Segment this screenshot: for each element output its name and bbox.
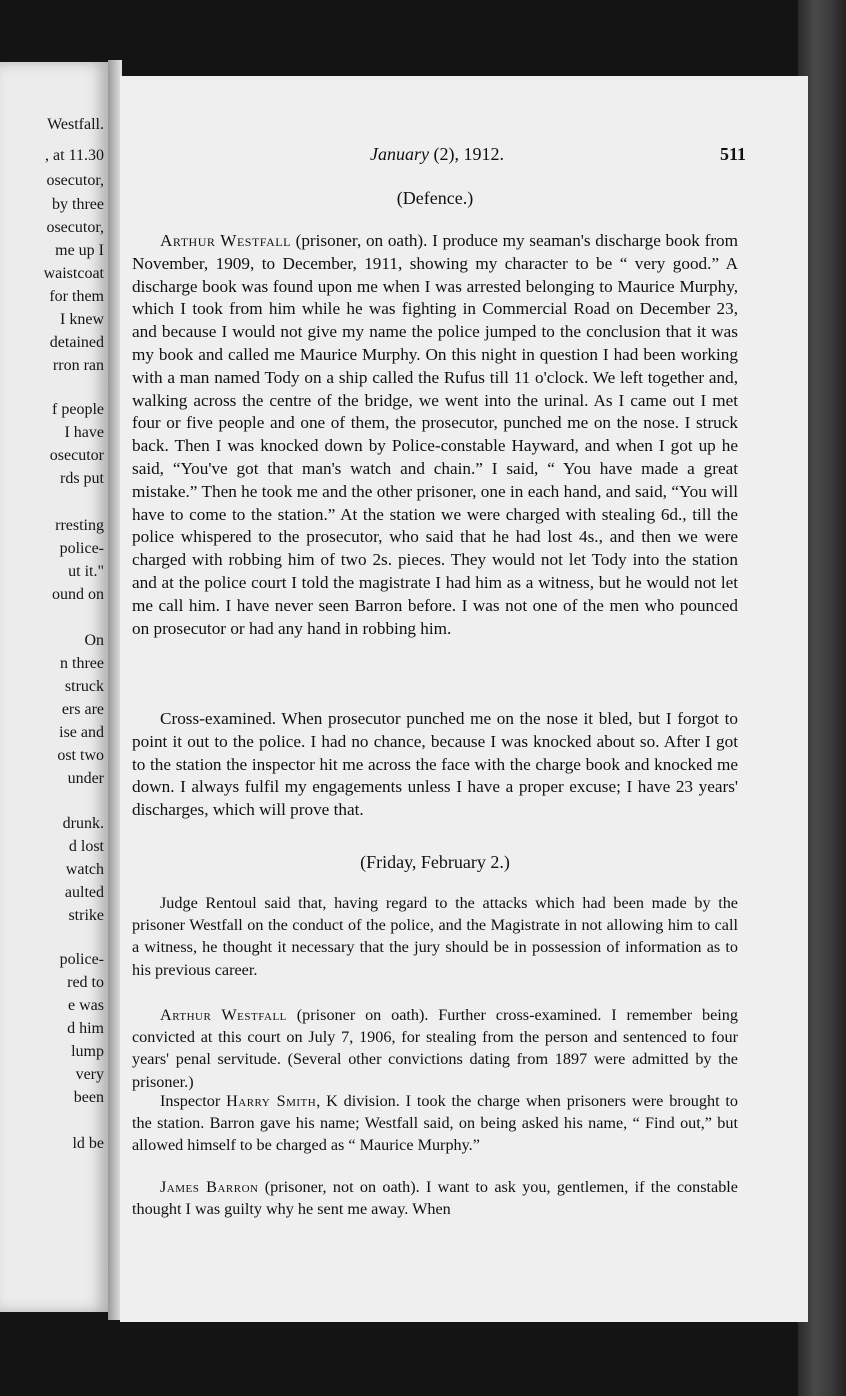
running-head-title: January (2), 1912. [370, 144, 504, 164]
left-page-line: drunk. [62, 815, 104, 832]
left-page-line: d him [67, 1020, 104, 1037]
left-page-line: strike [68, 907, 104, 924]
left-page-line: struck [64, 678, 104, 695]
left-page-line: aulted [64, 884, 104, 901]
left-page-line: osecutor, [46, 219, 104, 236]
speaker-name: James Barron [160, 1178, 259, 1196]
left-page-line: red to [67, 974, 104, 991]
left-page-line: under [67, 770, 104, 787]
left-page-line: by three [52, 196, 104, 213]
speaker-name: Arthur Westfall [160, 1006, 287, 1024]
paragraph-westfall-testimony: Arthur Westfall (prisoner, on oath). I produce my seaman's discharge book from November, 1909, to December, 1911, showing my character to be “ very good.” A discharge book was found upon me when I was arrested belonging to Maurice Murphy, which I took from him while he was fighting in Commercial Road on December 23, and because I would not give my name the police jumped to the conclusion that it was my book and called me Maurice Murphy. On this night in question I had been working with a man named Tody on a ship called the Rufus till 11 o'clock. We left together and, walking across the centre of the bridge, we went into the urinal. As I came out I met four or five people and one of them, the prosecutor, punched me on the nose. I struck back. Then I was knocked down by Police-constable Hayward, and when I got up he said, “You've got that man's watch and chain.” I said, “ You have made a great mistake.” Then he took me and the other prisoner, one in each hand, and said, “You will have to come to the station.” At the station we were charged with stealing 6d., till the police whispered to the prosecutor, who said that he had lost 4s., and then we were charged with robbing him of two 2s. pieces. They would not let Tody into the station and at the police court I told the magistrate I had him as a witness, but he would not let me call him. I have never seen Barron before. I was not one of the men who pounced on prosecutor or had any hand in robbing him. [132, 231, 738, 638]
left-page-line: I knew [60, 311, 104, 328]
left-page-line: n three [60, 655, 104, 672]
left-page-line: lump [71, 1043, 104, 1060]
left-page-line: detained [49, 334, 104, 351]
page-number: 511 [719, 144, 746, 164]
left-page-line: ound on [52, 586, 104, 603]
paragraph-judge-rentoul: Judge Rentoul said that, having regard to the attacks which had been made by the prisoner Westfall on the conduct of the police, and the Magistrate in not allowing him to call a witness, he thought it necessary that the jury should be in possession of information as to his previous career. [132, 894, 738, 979]
left-page-line: ut it." [68, 563, 104, 580]
section-heading-defence: (Defence.) [396, 188, 474, 208]
left-page-line: d lost [68, 838, 104, 855]
paragraph-james-barron: James Barron (prisoner, not on oath). I want to ask you, gentlemen, if the constable thought I was guilty why he sent me away. When [132, 1178, 738, 1219]
left-page-line: I have [64, 424, 104, 441]
left-page-line: Westfall. [47, 116, 104, 133]
left-page-line: ers are [61, 701, 104, 718]
left-page-line: ld be [72, 1135, 104, 1152]
section-heading-friday: (Friday, February 2.) [360, 852, 510, 872]
paragraph-cross-examined: Cross-examined. When prosecutor punched me on the nose it bled, but I forgot to point it out to the police. I had no chance, because I was knocked about so. After I got to the station the inspector hit me across the face with the charge book and knocked me down. I always fulfil my engagements unless I have a proper excuse; I have 23 years' discharges, which will prove that. [132, 709, 738, 820]
left-page-line: me up I [55, 242, 104, 259]
left-page-line: police- [59, 540, 104, 557]
paragraph-westfall-further: Arthur Westfall (prisoner on oath). Further cross-examined. I remember being convicted at this court on July 7, 1906, for stealing from the person and sentenced to four years' penal servitude. (Several other convictions dating from 1897 were admitted by the prisoner.) [132, 1006, 738, 1091]
main-page [120, 76, 808, 1322]
left-page-line: police- [59, 951, 104, 968]
left-page-line: very [75, 1066, 104, 1083]
left-page-line: f people [52, 401, 104, 418]
left-page-line: for them [49, 288, 104, 305]
left-facing-page [0, 62, 114, 1312]
left-page-line: e was [68, 997, 104, 1014]
left-page-line: been [73, 1089, 104, 1106]
left-page-line: rron ran [52, 357, 104, 374]
left-page-line: rresting [55, 517, 104, 534]
left-page-line: osecutor [49, 447, 104, 464]
running-head [132, 144, 746, 168]
speaker-name: Harry Smith [226, 1092, 317, 1110]
left-page-line: On [84, 632, 104, 649]
paragraph-inspector-smith: Inspector Harry Smith, K division. I took the charge when prisoners were brought to the station. Barron gave his name; Westfall said, on being asked his name, “ Find out,” but allowed himself to be charged as “ Maurice Murphy.” [132, 1092, 738, 1155]
speaker-name: Arthur Westfall [160, 231, 291, 250]
left-page-line: ise and [59, 724, 104, 741]
left-page-line: ost two [57, 747, 104, 764]
left-page-line: osecutor, [46, 172, 104, 189]
left-page-line: watch [65, 861, 104, 878]
left-page-line: rds put [60, 470, 104, 487]
left-page-line: waistcoat [43, 265, 104, 282]
left-page-line: , at 11.30 [45, 147, 104, 164]
